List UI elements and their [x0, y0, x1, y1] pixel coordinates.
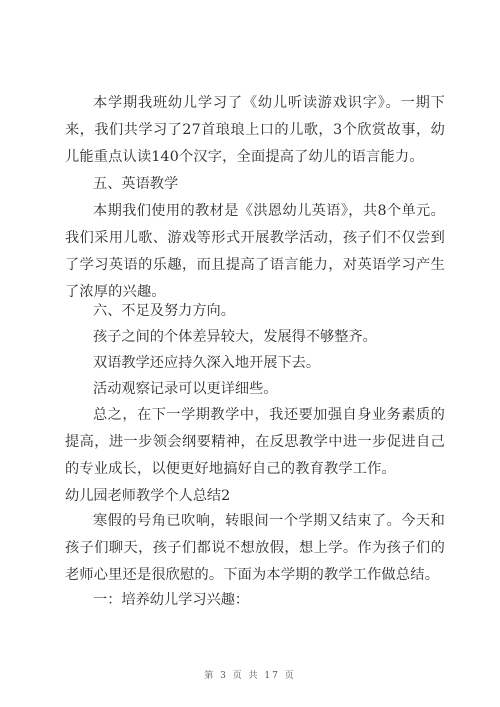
- shortcoming-item-2: 双语教学还应持久深入地开展下去。: [93, 355, 321, 371]
- shortcoming-item-1: 孩子之间的个体差异较大，发展得不够整齐。: [93, 329, 377, 345]
- paragraph-literacy: 本学期我班幼儿学习了《幼儿听读游戏识字》。一期下来，我们共学习了27首琅琅上口的儿歌，3个欣赏故事，幼儿能重点认读140个汉字，全面提高了幼儿的语言能力。: [65, 95, 445, 165]
- paragraph-english: 本期我们使用的教材是《洪恩幼儿英语》，共8个单元。我们采用儿歌、游戏等形式开展教学活动，孩子们不仅尝到了学习英语的乐趣，而且提高了语言能力，对英语学习产生了浓厚的兴趣。: [65, 203, 445, 300]
- page-footer: 第 3 页 共 17 页: [204, 671, 296, 681]
- heading-english-teaching: 五、英语教学: [93, 176, 179, 192]
- heading-interest: 一：培养幼儿学习兴趣：: [93, 592, 250, 608]
- heading-shortcomings: 六、不足及努力方向。: [93, 303, 235, 319]
- shortcoming-item-3: 活动观察记录可以更详细些。: [93, 381, 278, 397]
- section-title-summary-2: 幼儿园老师教学个人总结2: [65, 488, 231, 504]
- paragraph-winter-break: 寒假的号角已吹响，转眼间一个学期又结束了。今天和孩子们聊天，孩子们都说不想放假，想上学。作为孩子们的老师心里还是很欣慰的。下面为本学期的教学工作做总结。: [65, 513, 445, 583]
- paragraph-conclusion: 总之，在下一学期教学中，我还要加强自身业务素质的提高，进一步领会纲要精神，在反思教学中进一步促进自己的专业成长，以便更好地搞好自己的教育教学工作。: [65, 407, 445, 477]
